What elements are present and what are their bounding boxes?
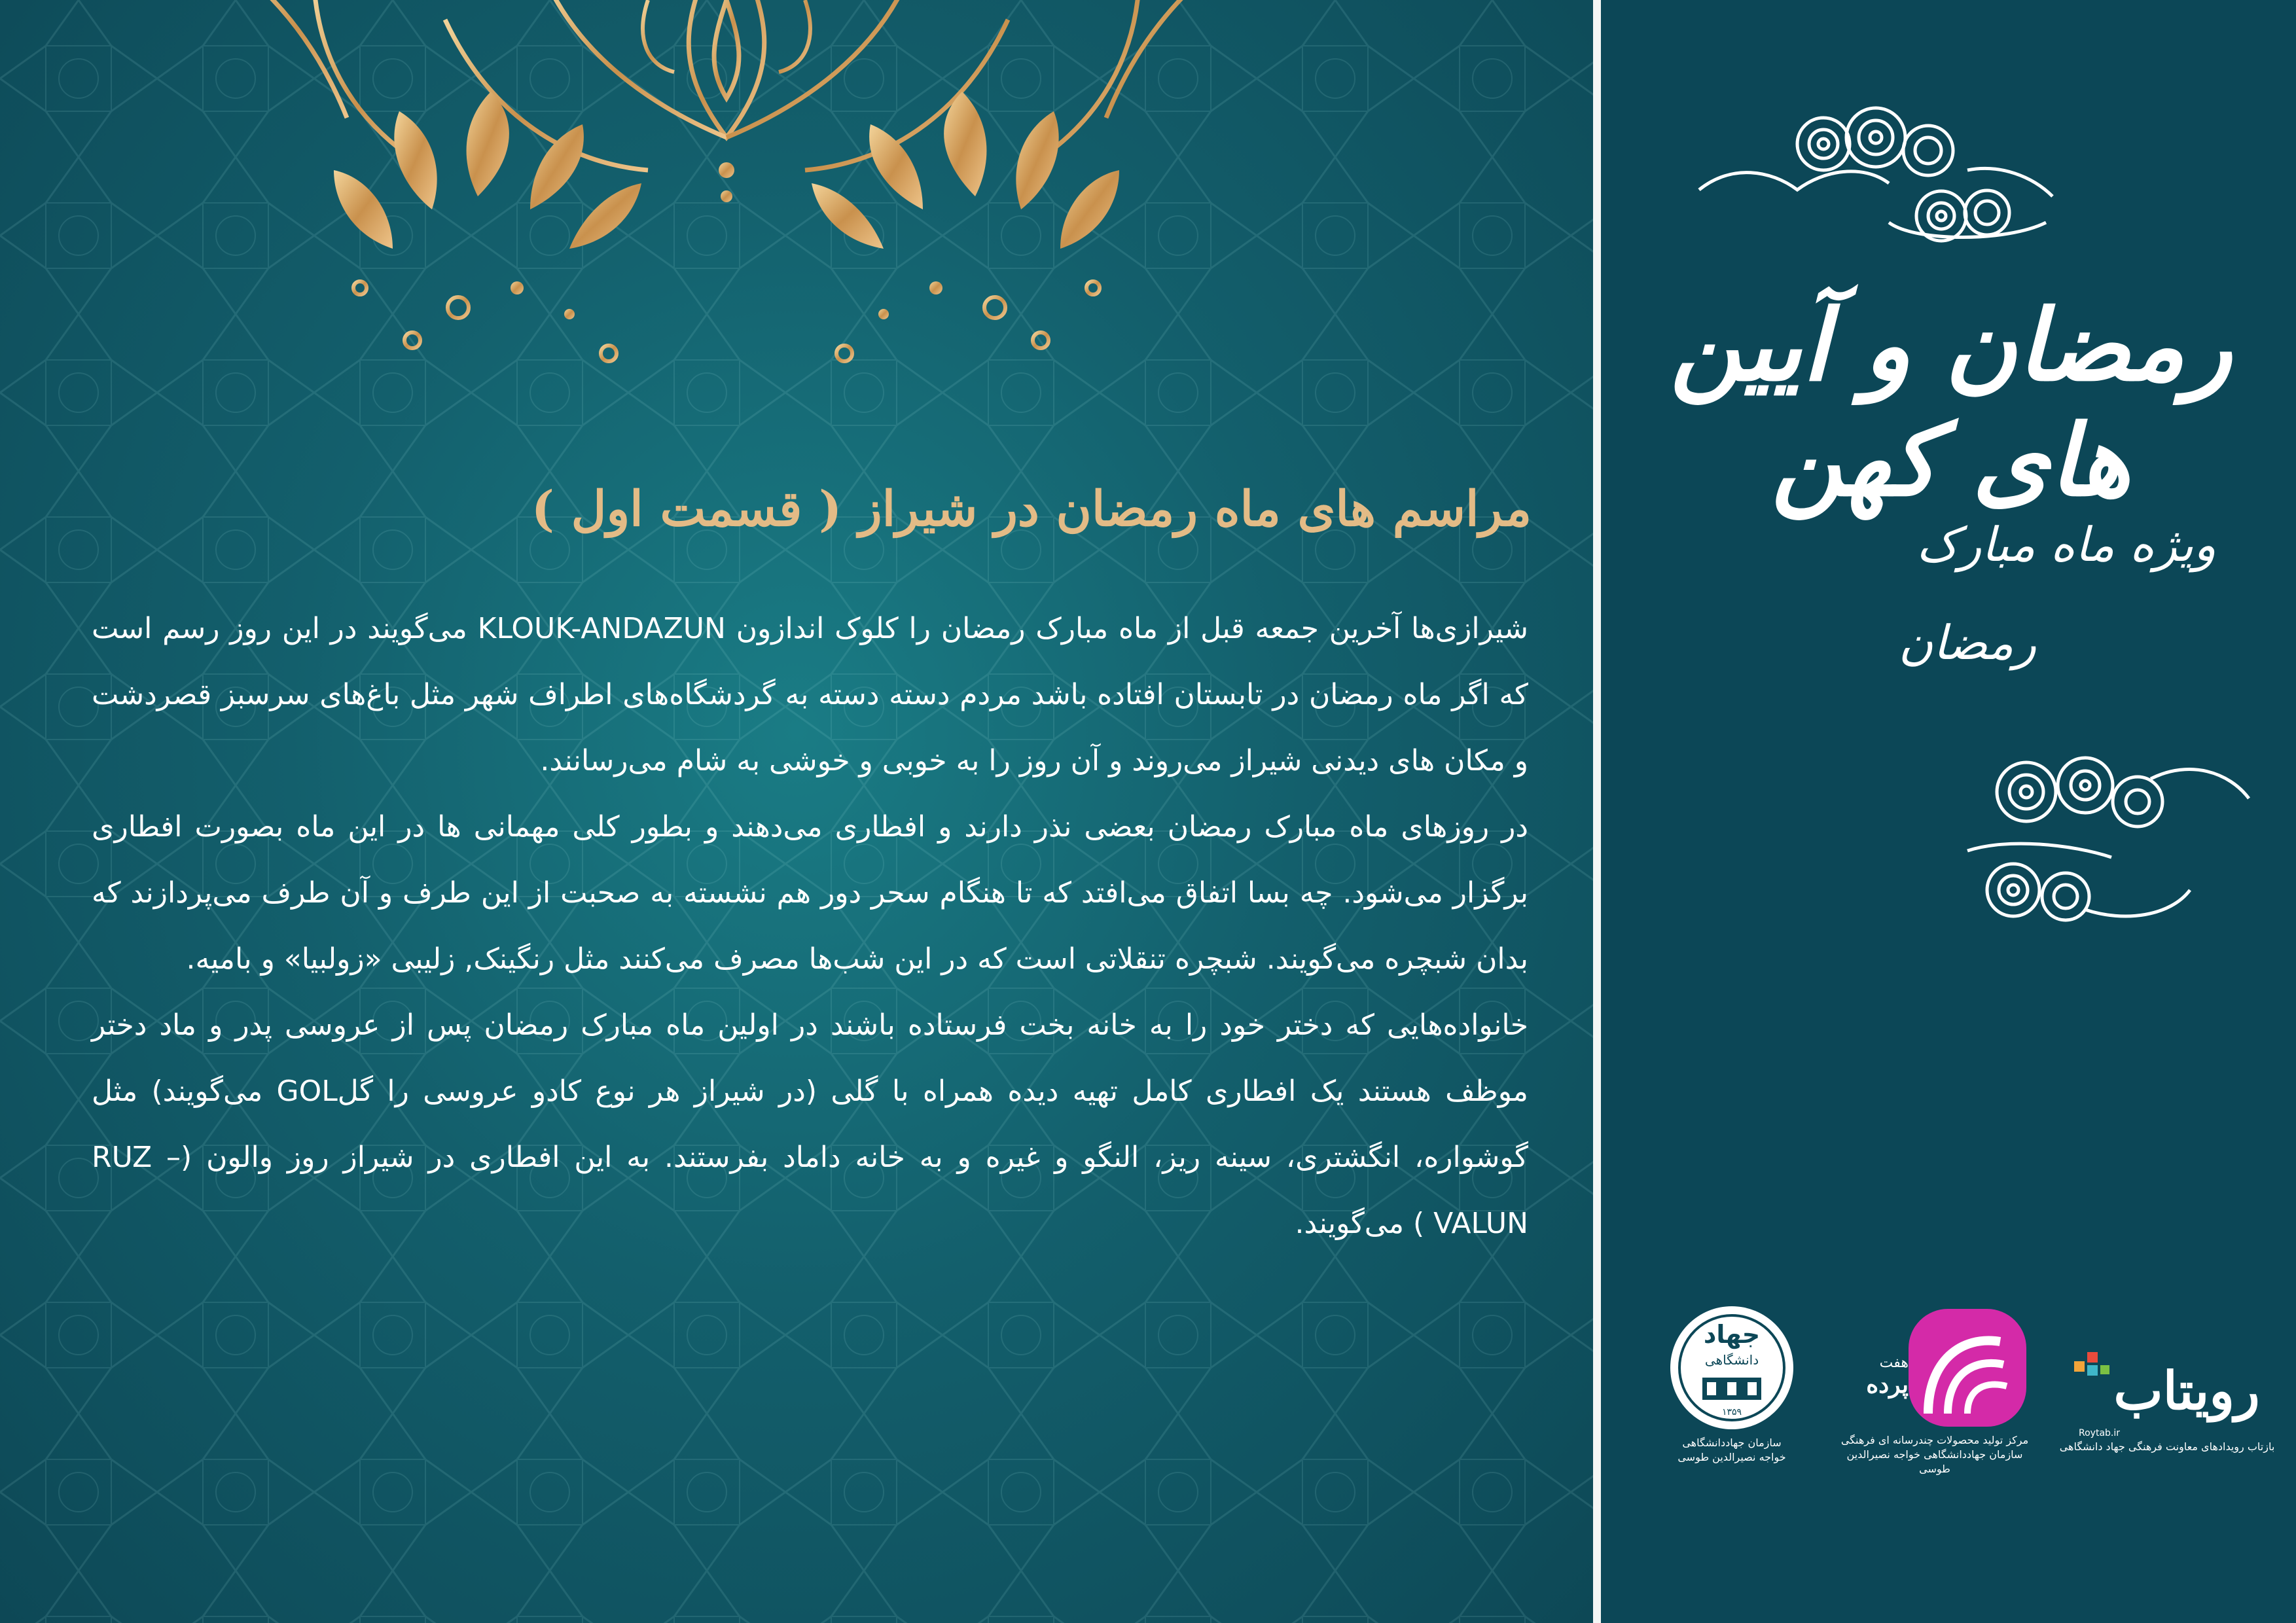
article-paragraph-2: در روزهای ماه مبارک رمضان بعضی نذر دارند و افطاری می‌دهند و بطور کلی مهمانی ها در این ماه بصورت افطاری برگزار می‌شود. چه بسا اتفاق می‌افتد که تا هنگام سحر دور هم نشسته به صحبت از این طرف و آن طرف می‌پردازند که بدان شبچره می‌گویند. شبچره تنقلاتی است که در این شب‌ها مصرف می‌کنند مثل رنگینک, زلیبی «زولبیا» و بامیه. bbox=[92, 810, 1528, 976]
series-subtitle-line2: رمضان bbox=[1898, 615, 2037, 670]
panel-divider bbox=[1593, 0, 1601, 1623]
roytab-logo-name: رویتاب bbox=[2113, 1360, 2260, 1421]
jahad-logo-name: جهاد bbox=[1703, 1320, 1761, 1349]
jahad-logo[interactable] bbox=[1666, 1302, 1797, 1465]
series-title: رمضان و آیین های کهن bbox=[1670, 288, 2233, 518]
parde-logo-name2: هفت bbox=[1879, 1355, 1909, 1371]
roytab-logo[interactable] bbox=[2059, 1342, 2275, 1454]
sidebar-panel bbox=[1601, 0, 2296, 1623]
article-heading: مراسم های ماه رمضان در شیراز ( قسمت اول ) bbox=[531, 481, 1532, 537]
parde-logo[interactable] bbox=[1837, 1302, 2033, 1476]
jahad-caption-1: سازمان جهاددانشگاهی bbox=[1682, 1436, 1782, 1449]
article-body bbox=[92, 596, 1528, 1257]
cloud-ornament-bottom-icon bbox=[1954, 740, 2255, 949]
series-subtitle-line1: ویژه ماه مبارک bbox=[1916, 517, 2216, 572]
parde-logo-name: پرده bbox=[1866, 1371, 1909, 1399]
jahad-emblem-icon bbox=[1666, 1302, 1797, 1433]
jahad-logo-year: ۱۳۵۹ bbox=[1721, 1407, 1742, 1418]
roytab-url[interactable]: Roytab.ir bbox=[2079, 1428, 2120, 1438]
gold-mandala-ornament bbox=[151, 0, 1302, 432]
cloud-ornament-top-icon bbox=[1693, 92, 2059, 255]
parde-caption-1: مرکز تولید محصولات چندرسانه ای فرهنگی bbox=[1840, 1434, 2029, 1446]
jahad-logo-name2: دانشگاهی bbox=[1704, 1352, 1759, 1368]
jahad-caption-2: خواجه نصیرالدین طوسی bbox=[1677, 1451, 1786, 1463]
article-paragraph-3: خانواده‌هایی که دختر خود را به خانه بخت فرستاده باشند در اولین ماه مبارک رمضان پس از عروسی پدر و ماد دختر موظف هستند یک افطاری کامل تهیه دیده همراه با گلی (در شیراز هر نوع کادو عروسی را گلGOL می‌گویند) مثل گوشواره، انگشتری، سینه ریز، النگو و غیره و به خانه داماد بفرستند. به این افطاری در شیراز روز والون (RUZ – VALUN ) می‌گویند. bbox=[92, 1008, 1528, 1240]
roytab-caption: بازتاب رویدادهای معاونت فرهنگی جهاد دانشگاهی bbox=[2059, 1440, 2275, 1453]
parde-caption-2: سازمان جهاددانشگاهی خواجه نصیرالدین طوسی bbox=[1846, 1448, 2023, 1475]
parde-emblem-icon bbox=[1902, 1302, 2033, 1433]
article-paragraph-1: شیرازی‌ها آخرین جمعه قبل از ماه مبارک رمضان را کلوک اندازون KLOUK-ANDAZUN می‌گویند در این روز رسم است که اگر ماه رمضان در تابستان افتاده باشد مردم دسته دسته به گردشگاه‌های اطراف شهر مثل باغ‌های سرسبز قصردشت و مکان های دیدنی شیراز می‌روند و آن روز را به خوبی و خوشی به شام می‌رسانند. bbox=[92, 612, 1528, 777]
